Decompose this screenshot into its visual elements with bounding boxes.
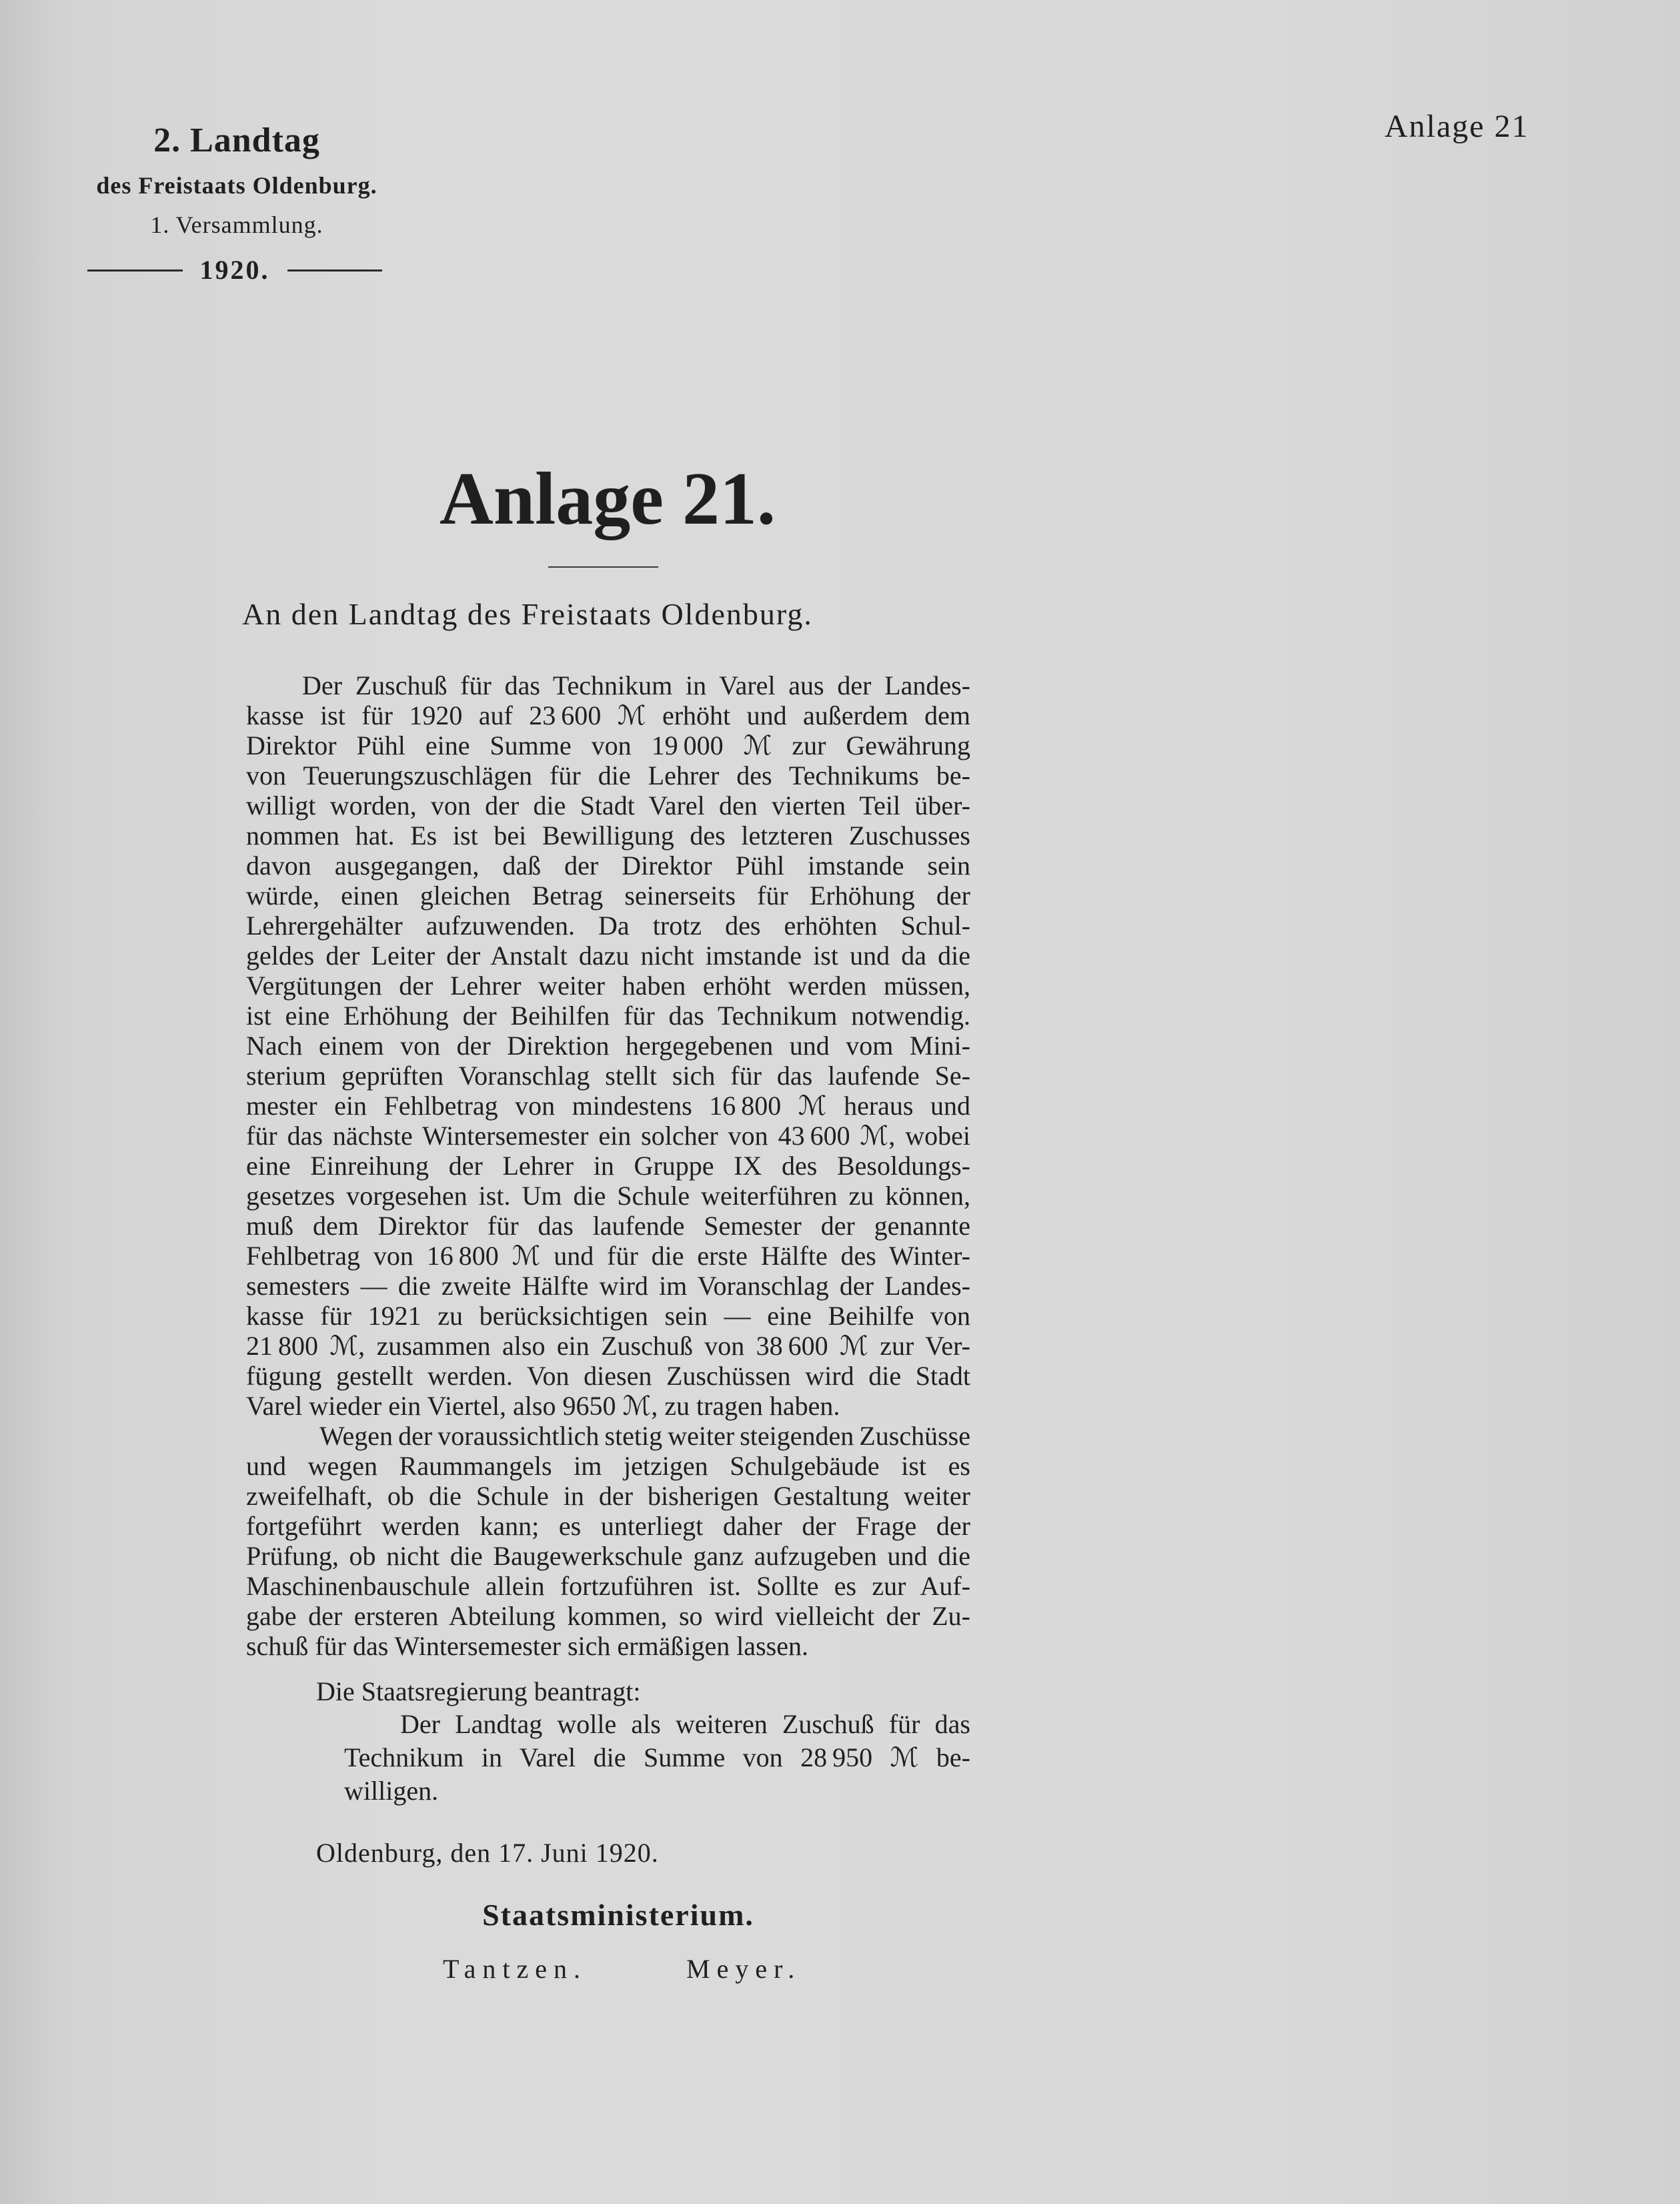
paragraph-1-line: für das nächste Wintersemester ein solcher von 43 600 ℳ, wobei bbox=[246, 1121, 970, 1151]
paragraph-1-line: mester ein Fehlbetrag von mindestens 16 800 ℳ heraus und bbox=[246, 1091, 970, 1121]
paragraph-1-line: Direktor Pühl eine Summe von 19 000 ℳ zur Gewährung bbox=[246, 730, 970, 760]
paragraph-2-line: Wegen der voraussichtlich stetig weiter steigenden Zuschüsse bbox=[319, 1421, 970, 1451]
paragraph-1-line: Varel wieder ein Viertel, also 9650 ℳ, zu tragen haben. bbox=[246, 1391, 840, 1421]
paragraph-1-line: gesetzes vorgesehen ist. Um die Schule weiterführen zu können, bbox=[246, 1181, 970, 1211]
paragraph-1-line: kasse ist für 1920 auf 23 600 ℳ erhöht und außerdem dem bbox=[246, 700, 970, 730]
addressee: An den Landtag des Freistaats Oldenburg. bbox=[242, 597, 813, 631]
paragraph-1-line: Fehlbetrag von 16 800 ℳ und für die erste Hälfte des Winter- bbox=[246, 1241, 970, 1271]
paragraph-2-line: und wegen Raummangels im jetzigen Schulgebäude ist es bbox=[246, 1451, 970, 1481]
paragraph-1-line: eine Einreihung der Lehrer in Gruppe IX des Besoldungs- bbox=[246, 1151, 970, 1181]
motion-line: willigen. bbox=[344, 1776, 439, 1806]
paragraph-2-line: Prüfung, ob nicht die Baugewerkschule ganz aufzugeben und die bbox=[246, 1541, 970, 1571]
paragraph-1-line: Vergütungen der Lehrer weiter haben erhöht werden müssen, bbox=[246, 971, 970, 1001]
paragraph-1-line: von Teuerungszuschlägen für die Lehrer des Technikums be- bbox=[246, 760, 970, 790]
paragraph-1-line: semesters — die zweite Hälfte wird im Voranschlag der Landes- bbox=[246, 1271, 970, 1301]
paragraph-2-line: Maschinenbauschule allein fortzuführen ist. Sollte es zur Auf- bbox=[246, 1571, 970, 1601]
place-date: Oldenburg, den 17. Juni 1920. bbox=[316, 1838, 659, 1868]
paragraph-2-line: schuß für das Wintersemester sich ermäßigen lassen. bbox=[246, 1631, 808, 1661]
header-assembly: 1. Versammlung. bbox=[150, 211, 323, 238]
motion-intro: Die Staatsregierung beantragt: bbox=[316, 1676, 641, 1706]
year-rule-left bbox=[87, 269, 183, 271]
paragraph-1-line: ist eine Erhöhung der Beihilfen für das Technikum notwendig. bbox=[246, 1001, 970, 1031]
signature: Tantzen. bbox=[443, 1954, 588, 1984]
year-rule-right bbox=[287, 269, 383, 271]
header-state: des Freistaats Oldenburg. bbox=[96, 172, 377, 199]
paragraph-2-line: gabe der ersteren Abteilung kommen, so wird vielleicht der Zu- bbox=[246, 1601, 970, 1631]
paragraph-1-line: fügung gestellt werden. Von diesen Zuschüssen wird die Stadt bbox=[246, 1361, 970, 1391]
paragraph-1-line: 21 800 ℳ, zusammen also ein Zuschuß von 38 600 ℳ zur Ver- bbox=[246, 1331, 970, 1361]
paragraph-1-line: sterium geprüften Voranschlag stellt sich für das laufende Se- bbox=[246, 1061, 970, 1091]
motion-line: Technikum in Varel die Summe von 28 950 ℳ be- bbox=[344, 1742, 970, 1772]
paragraph-1-line: geldes der Leiter der Anstalt dazu nicht imstande ist und da die bbox=[246, 941, 970, 971]
signature: Meyer. bbox=[686, 1954, 802, 1984]
title-rule bbox=[548, 566, 658, 568]
header-landtag: 2. Landtag bbox=[153, 121, 320, 159]
page-label: Anlage 21 bbox=[1385, 109, 1529, 144]
paragraph-1-line: davon ausgegangen, daß der Direktor Pühl imstande sein bbox=[246, 851, 970, 881]
issuer: Staatsministerium. bbox=[482, 1898, 754, 1932]
paragraph-1-line: nommen hat. Es ist bei Bewilligung des letzteren Zuschusses bbox=[246, 820, 970, 851]
motion-line: Der Landtag wolle als weiteren Zuschuß für das bbox=[400, 1709, 970, 1739]
paragraph-1-line: würde, einen gleichen Betrag seinerseits für Erhöhung der bbox=[246, 881, 970, 911]
paragraph-2-line: zweifelhaft, ob die Schule in der bisherigen Gestaltung weiter bbox=[246, 1481, 970, 1511]
header-year: 1920. bbox=[199, 255, 270, 285]
paragraph-1-line: Lehrergehälter aufzuwenden. Da trotz des erhöhten Schul- bbox=[246, 911, 970, 941]
paragraph-1-line: Nach einem von der Direktion hergegebenen und vom Mini- bbox=[246, 1031, 970, 1061]
paragraph-2-line: fortgeführt werden kann; es unterliegt daher der Frage der bbox=[246, 1511, 970, 1541]
paragraph-1-line: muß dem Direktor für das laufende Semester der genannte bbox=[246, 1211, 970, 1241]
paragraph-1-line: willigt worden, von der die Stadt Varel den vierten Teil über- bbox=[246, 790, 970, 820]
paragraph-1-line: kasse für 1921 zu berücksichtigen sein — eine Beihilfe von bbox=[246, 1301, 970, 1331]
paragraph-1-line: Der Zuschuß für das Technikum in Varel aus der Landes- bbox=[302, 670, 970, 700]
motion-text bbox=[344, 1708, 970, 1808]
body-text bbox=[246, 670, 970, 1661]
header-year-row bbox=[87, 255, 382, 285]
page-title: Anlage 21. bbox=[440, 458, 776, 540]
